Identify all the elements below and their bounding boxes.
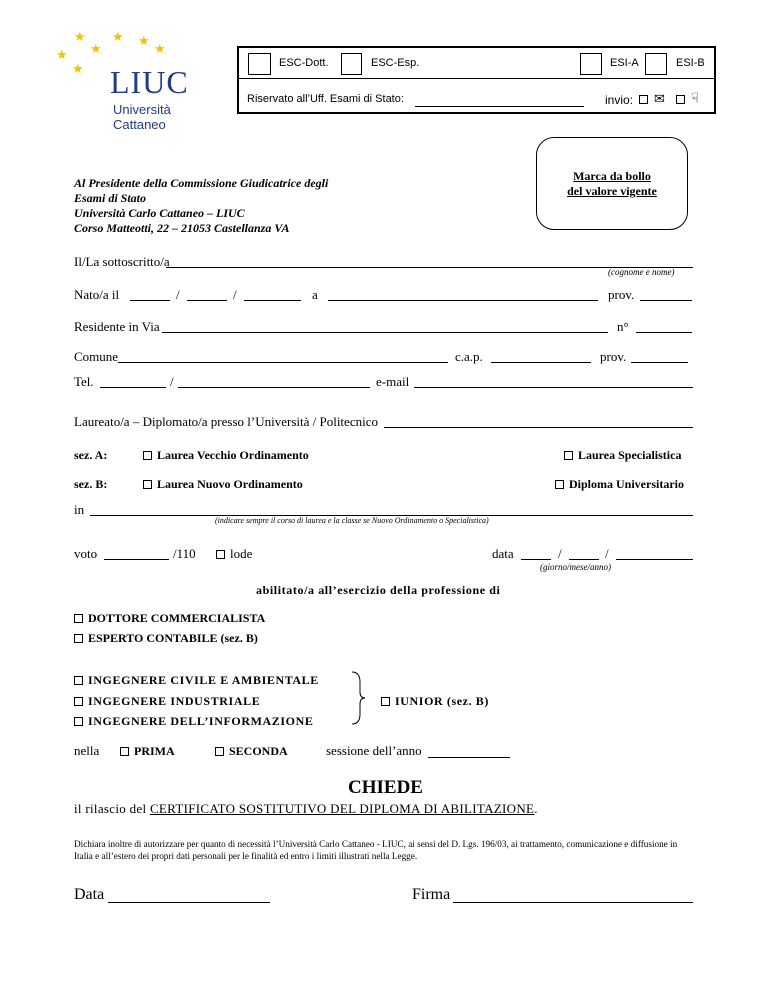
- esi-b-checkbox[interactable]: [645, 53, 667, 75]
- checkbox-icon: [216, 550, 225, 559]
- nascita-mese-field[interactable]: [187, 288, 227, 301]
- invio-hand-checkbox[interactable]: [676, 95, 685, 104]
- hand-icon: ☟: [691, 90, 699, 105]
- checkbox-icon: [74, 614, 83, 623]
- email-field[interactable]: [414, 375, 693, 388]
- laurea-nuovo-option[interactable]: [143, 477, 303, 492]
- in-hint: (indicare sempre il corso di laurea e la classe se Nuovo Ordinamento o Specialistica): [215, 516, 489, 525]
- data-hint: (giorno/mese/anno): [540, 562, 611, 572]
- logo-line1: Università: [113, 102, 171, 117]
- esc-dott-label: ESC-Dott.: [279, 57, 329, 69]
- nella-label: nella: [74, 743, 100, 758]
- rilascio-line: [74, 801, 538, 817]
- ing-industriale-option[interactable]: [74, 694, 260, 709]
- checkbox-icon: [74, 697, 83, 706]
- esc-esp-label: ESC-Esp.: [371, 57, 420, 69]
- star-icon: ★: [154, 41, 166, 56]
- universita-field[interactable]: [384, 415, 693, 428]
- checkbox-icon: [74, 634, 83, 643]
- cap-field[interactable]: [491, 350, 591, 363]
- tel-label: Tel.: [74, 374, 94, 389]
- ing-industriale-label: INGEGNERE INDUSTRIALE: [88, 694, 261, 708]
- prima-label: PRIMA: [134, 744, 175, 758]
- esperto-option[interactable]: [74, 631, 258, 646]
- firma-field[interactable]: [453, 888, 693, 903]
- numero-field[interactable]: [636, 320, 692, 333]
- laureato-label: Laureato/a – Diplomato/a presso l’Università / Politecnico: [74, 414, 378, 429]
- ing-info-option[interactable]: [74, 714, 313, 729]
- via-field[interactable]: [162, 320, 608, 333]
- seconda-option[interactable]: [215, 744, 288, 759]
- esi-a-checkbox[interactable]: [580, 53, 602, 75]
- checkbox-icon: [215, 747, 224, 756]
- laurea-specialistica-label: Laurea Specialistica: [578, 448, 682, 462]
- prov-nascita-field[interactable]: [640, 288, 692, 301]
- data-anno-field[interactable]: [616, 547, 693, 560]
- laurea-specialistica-option[interactable]: [564, 448, 681, 463]
- star-icon: ★: [90, 41, 102, 56]
- stamp-line2: del valore vigente: [567, 184, 657, 198]
- dottore-label: DOTTORE COMMERCIALISTA: [88, 611, 266, 625]
- nascita-anno-field[interactable]: [244, 288, 301, 301]
- iunior-option[interactable]: [381, 694, 489, 709]
- iunior-label: IUNIOR (sez. B): [395, 694, 489, 708]
- diploma-universitario-label: Diploma Universitario: [569, 477, 684, 491]
- tel-number-field[interactable]: [178, 375, 370, 388]
- star-icon: ★: [74, 29, 86, 44]
- sez-a-label: sez. A:: [74, 448, 108, 462]
- sez-b-label: sez. B:: [74, 477, 108, 491]
- brace-icon: [350, 670, 366, 726]
- cap-label: c.a.p.: [455, 349, 483, 364]
- esc-esp-checkbox[interactable]: [341, 53, 362, 75]
- voto-field[interactable]: [104, 547, 169, 560]
- checkbox-icon: [381, 697, 390, 706]
- chiede-heading: CHIEDE: [348, 777, 423, 798]
- comune-label: Comune: [74, 349, 119, 364]
- voto-max: /110: [173, 546, 196, 561]
- data-footer-field[interactable]: [108, 888, 270, 903]
- abilitato-label: abilitato/a all’esercizio della professione di: [256, 583, 501, 597]
- tel-prefix-field[interactable]: [100, 375, 166, 388]
- lode-label: lode: [230, 546, 253, 561]
- slash: /: [176, 287, 180, 302]
- recipient-line: Università Carlo Cattaneo – LIUC: [74, 206, 245, 220]
- checkbox-icon: [74, 676, 83, 685]
- riservato-label: Riservato all’Uff. Esami di Stato:: [247, 93, 404, 105]
- data-label: data: [492, 546, 514, 561]
- cognome-hint: (cognome e nome): [608, 267, 675, 277]
- esi-a-label: ESI-A: [610, 57, 639, 69]
- esperto-label: ESPERTO CONTABILE (sez. B): [88, 631, 258, 645]
- email-label: e-mail: [376, 374, 410, 389]
- luogo-nascita-field[interactable]: [328, 288, 598, 301]
- laurea-nuovo-label: Laurea Nuovo Ordinamento: [157, 477, 303, 491]
- prov-label: prov.: [608, 287, 635, 302]
- prima-option[interactable]: [120, 744, 175, 759]
- rilascio-post: .: [534, 801, 538, 816]
- sottoscritto-label: Il/La sottoscritto/a: [74, 254, 170, 269]
- lode-option[interactable]: [216, 546, 252, 562]
- checkbox-icon: [564, 451, 573, 460]
- voto-label: voto: [74, 546, 98, 561]
- nato-label: Nato/a il: [74, 287, 120, 302]
- ing-civile-label: INGEGNERE CIVILE E AMBIENTALE: [88, 673, 319, 687]
- prov-label: prov.: [600, 349, 627, 364]
- slash: /: [605, 546, 609, 561]
- logo-brand: LIUC: [110, 64, 189, 100]
- rilascio-main: CERTIFICATO SOSTITUTIVO DEL DIPLOMA DI ABILITAZIONE: [149, 801, 535, 816]
- corso-field[interactable]: [90, 503, 693, 516]
- riservato-field[interactable]: [415, 94, 584, 107]
- data-giorno-field[interactable]: [521, 547, 551, 560]
- slash: /: [558, 546, 562, 561]
- data-mese-field[interactable]: [569, 547, 599, 560]
- nascita-giorno-field[interactable]: [130, 288, 170, 301]
- star-icon: ★: [72, 61, 84, 76]
- diploma-universitario-option[interactable]: [555, 477, 684, 492]
- star-icon: ★: [112, 29, 124, 44]
- dottore-option[interactable]: [74, 611, 265, 626]
- recipient-line: Al Presidente della Commissione Giudicatrice degli: [74, 176, 329, 190]
- residente-label: Residente in Via: [74, 319, 160, 334]
- firma-label: Firma: [412, 886, 451, 903]
- checkbox-icon: [120, 747, 129, 756]
- a-label: a: [312, 287, 318, 302]
- recipient-line: Esami di Stato: [74, 191, 147, 205]
- checkbox-icon: [143, 451, 152, 460]
- laurea-vecchio-label: Laurea Vecchio Ordinamento: [157, 448, 309, 462]
- logo-line2: Cattaneo: [113, 117, 166, 132]
- privacy-text: Dichiara inoltre di autorizzare per quanto di necessità l’Università Carlo Cattaneo - LIUC, ai sensi del D. Lgs. 196/03, ai trattamento, comunicazione e diffusione in Italia e all’estero dei propri dati personali per le finalità ed entro i limiti illustrati nella Legge.: [74, 839, 678, 861]
- star-icon: ★: [138, 33, 150, 48]
- rilascio-pre: il rilascio del: [74, 801, 147, 816]
- invio-label: invio:: [605, 93, 634, 107]
- in-label: in: [74, 502, 85, 517]
- anno-sessione-field[interactable]: [428, 745, 510, 758]
- seconda-label: SECONDA: [229, 744, 288, 758]
- star-icon: ★: [56, 47, 68, 62]
- checkbox-icon: [74, 717, 83, 726]
- numero-label: n°: [617, 319, 629, 334]
- recipient-line: Corso Matteotti, 22 – 21053 Castellanza VA: [74, 221, 290, 235]
- prov-residenza-field[interactable]: [631, 350, 688, 363]
- checkbox-icon: [143, 480, 152, 489]
- sessione-label: sessione dell’anno: [326, 743, 422, 758]
- slash: /: [233, 287, 237, 302]
- data-footer-label: Data: [74, 886, 105, 903]
- slash: /: [170, 374, 174, 389]
- invio-mail-checkbox[interactable]: [639, 95, 648, 104]
- stamp-line1: Marca da bollo: [573, 169, 651, 183]
- checkbox-icon: [555, 480, 564, 489]
- logo: [50, 30, 210, 130]
- esc-dott-checkbox[interactable]: [248, 53, 271, 75]
- stamp-box: [536, 137, 688, 230]
- laurea-vecchio-option[interactable]: [143, 448, 309, 463]
- comune-field[interactable]: [118, 350, 448, 363]
- recipient-block: [74, 176, 328, 236]
- office-box: [237, 46, 716, 114]
- envelope-icon: ✉: [654, 91, 665, 106]
- esi-b-label: ESI-B: [676, 57, 705, 69]
- ing-civile-option[interactable]: [74, 673, 319, 688]
- ing-info-label: INGEGNERE DELL’INFORMAZIONE: [88, 714, 314, 728]
